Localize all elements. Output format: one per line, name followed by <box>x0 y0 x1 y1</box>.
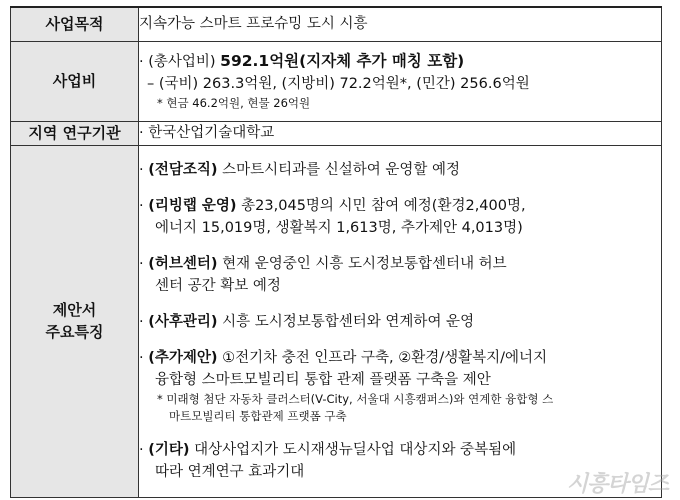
budget-label: 사업비 <box>11 41 139 121</box>
institute-text: · 한국산업기술대학교 <box>139 121 662 145</box>
feature-key: (전담조직) <box>148 162 218 178</box>
institute-label: 지역 연구기관 <box>11 121 139 145</box>
feature-text-cont: 센터 공간 확보 예정 <box>155 278 281 294</box>
feature-key: (기타) <box>148 442 190 458</box>
feature-text: 대상사업지가 도시재생뉴딜사업 대상지와 중복됨에 <box>189 442 517 458</box>
budget-total-line <box>139 50 661 73</box>
features-row <box>11 145 662 497</box>
feature-item: · (사후관리) 시흥 도시정보통합센터와 연계하여 운영 <box>139 314 475 330</box>
features-cell <box>139 145 662 497</box>
feature-text: 총23,045명의 시민 참여 예정(환경2,400명, <box>236 198 526 214</box>
features-label-line1: 제안서 <box>52 301 97 319</box>
budget-note: * 현금 46.2억원, 현물 26억원 <box>157 96 311 110</box>
feature-text-cont: 에너지 15,019명, 생활복지 1,613명, 추가제안 4,013명) <box>155 220 523 236</box>
watermark-logo: 시흥타임즈 <box>566 472 668 497</box>
feature-item: · (허브센터) 현재 운영중인 시흥 도시정보통합센터내 허브 센터 공간 확보 예정 <box>139 253 661 297</box>
budget-total: 592.1억원(지자체 추가 매칭 포함) <box>220 52 465 70</box>
institute-row <box>11 121 662 145</box>
feature-item: · (전담조직) 스마트시티과를 신설하여 운영할 예정 <box>139 162 461 178</box>
feature-text: ①전기차 충전 인프라 구축, ②환경/생활복지/에너지 <box>217 350 548 366</box>
purpose-text: 지속가능 스마트 프로슈밍 도시 시흥 <box>139 7 662 41</box>
feature-note: * 미래형 첨단 자동차 클러스터(V-City, 서울대 시흥캠퍼스)와 연계한 융합형 스 <box>157 392 554 406</box>
purpose-label: 사업목적 <box>11 7 139 41</box>
feature-text-cont: 따라 연계연구 효과기대 <box>155 464 305 480</box>
budget-breakdown: – (국비) 263.3억원, (지방비) 72.2억원*, (민간) 256.6억원 <box>147 76 530 92</box>
feature-text-cont: 융합형 스마트모빌리티 통합 관제 플랫폼 구축을 제안 <box>155 372 491 388</box>
feature-text: 스마트시티과를 신설하여 운영할 예정 <box>217 162 461 178</box>
feature-text: 시흥 도시정보통합센터와 연계하여 운영 <box>217 314 475 330</box>
features-label <box>11 145 139 497</box>
budget-row <box>11 41 662 121</box>
feature-note-cont: 마트모빌리티 통합관제 프랫폼 구축 <box>169 409 347 423</box>
budget-bullet: · (총사업비) <box>139 54 221 70</box>
features-label-line2: 주요특징 <box>45 323 104 341</box>
purpose-row <box>11 7 662 41</box>
feature-key: (리빙랩 운영) <box>148 198 237 214</box>
feature-key: (사후관리) <box>148 314 218 330</box>
feature-item: · (추가제안) ①전기차 충전 인프라 구축, ②환경/생활복지/에너지 융합형 스마트모빌리티 통합 관제 플랫폼 구축을 제안 * 미래형 첨단 자동차 클러스터(V-City, 서울대 시흥캠퍼스)와 연계한 융합형 스 마트모빌리티 통합관제 프랫폼 구축 <box>139 347 661 425</box>
feature-item: · (리빙랩 운영) 총23,045명의 시민 참여 예정(환경2,400명, 에너지 15,019명, 생활복지 1,613명, 추가제안 4,013명) <box>139 195 661 239</box>
feature-text: 현재 운영중인 시흥 도시정보통합센터내 허브 <box>217 256 507 272</box>
project-summary-table <box>10 6 662 498</box>
feature-key: (추가제안) <box>148 350 218 366</box>
feature-item: · (기타) 대상사업지가 도시재생뉴딜사업 대상지와 중복됨에 따라 연계연구 효과기대 <box>139 439 661 483</box>
budget-cell <box>139 41 662 121</box>
feature-key: (허브센터) <box>148 256 218 272</box>
